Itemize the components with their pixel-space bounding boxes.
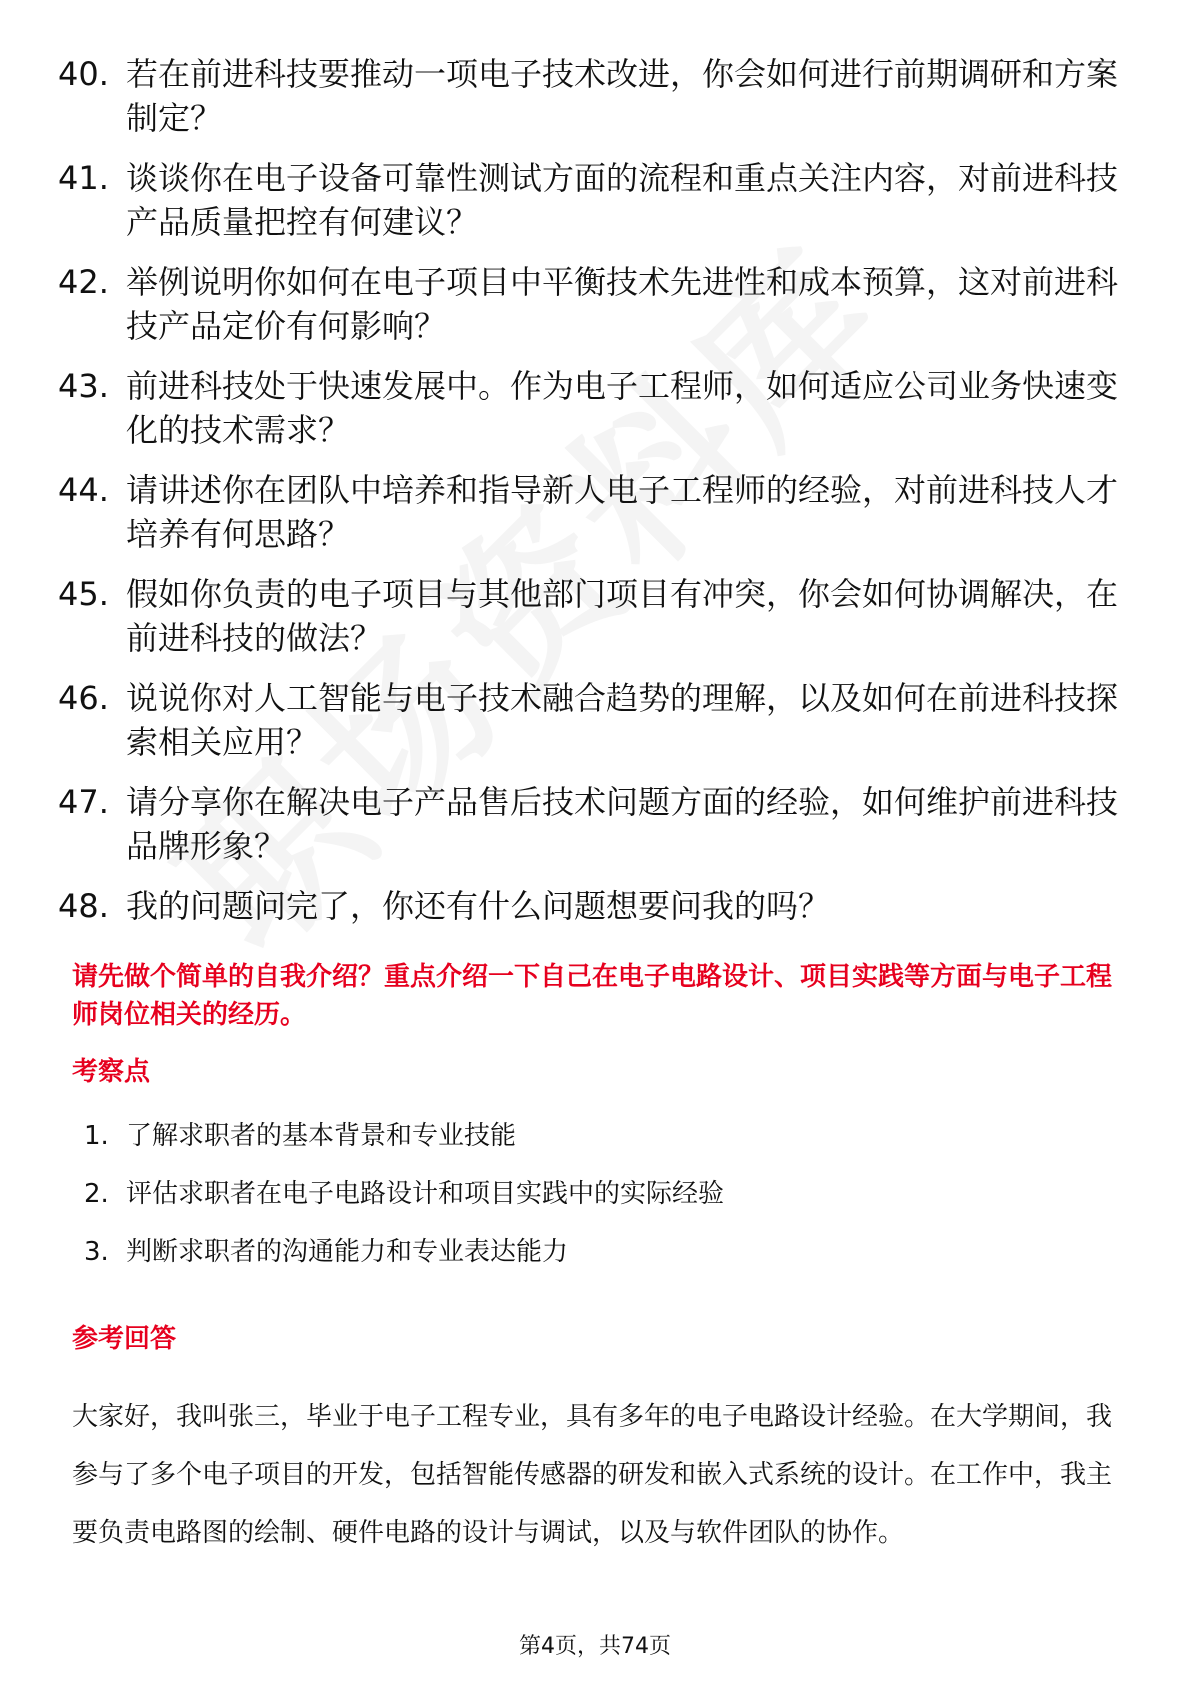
point-number: 1. — [84, 1121, 109, 1151]
point-item — [84, 1118, 724, 1176]
question-number: 43. — [58, 367, 109, 405]
question-text: 假如你负责的电子项目与其他部门项目有冲突，你会如何协调解决，在前进科技的做法？ — [126, 575, 1119, 657]
question-item — [58, 468, 1118, 556]
point-number: 3. — [84, 1237, 109, 1267]
featured-question: 请先做个简单的自我介绍？重点介绍一下自己在电子电路设计、项目实践等方面与电子工程师岗位相关的经历。 — [72, 962, 1113, 1030]
question-text: 请分享你在解决电子产品售后技术问题方面的经验，如何维护前进科技品牌形象？ — [126, 783, 1119, 865]
question-item — [58, 156, 1118, 244]
question-text: 谈谈你在电子设备可靠性测试方面的流程和重点关注内容，对前进科技产品质量把控有何建议？ — [126, 159, 1119, 241]
point-number: 2. — [84, 1179, 109, 1209]
question-text: 若在前进科技要推动一项电子技术改进，你会如何进行前期调研和方案制定？ — [126, 55, 1119, 137]
question-text: 举例说明你如何在电子项目中平衡技术先进性和成本预算，这对前进科技产品定价有何影响？ — [126, 263, 1119, 345]
question-text: 说说你对人工智能与电子技术融合趋势的理解，以及如何在前进科技探索相关应用？ — [126, 679, 1119, 761]
question-number: 41. — [58, 159, 109, 197]
point-text: 了解求职者的基本背景和专业技能 — [126, 1121, 517, 1151]
question-list — [58, 52, 1118, 944]
question-number: 42. — [58, 263, 109, 301]
question-item — [58, 884, 1118, 928]
question-text: 请讲述你在团队中培养和指导新人电子工程师的经验，对前进科技人才培养有何思路？ — [126, 471, 1119, 553]
question-number: 40. — [58, 55, 109, 93]
answer-paragraph: 大家好，我叫张三，毕业于电子工程专业，具有多年的电子电路设计经验。在大学期间，我参与了多个电子项目的开发，包括智能传感器的研发和嵌入式系统的设计。在工作中，我主要负责电路图的绘制、硬件电路的设计与调试，以及与软件团队的协作。 — [72, 1402, 1113, 1548]
point-text: 判断求职者的沟通能力和专业表达能力 — [126, 1237, 569, 1267]
points-heading: 考察点 — [72, 1057, 151, 1087]
question-text: 前进科技处于快速发展中。作为电子工程师，如何适应公司业务快速变化的技术需求？ — [126, 367, 1119, 449]
question-number: 46. — [58, 679, 109, 717]
question-number: 47. — [58, 783, 109, 821]
answer-heading: 参考回答 — [72, 1324, 177, 1354]
question-number: 48. — [58, 887, 109, 925]
question-text: 我的问题问完了，你还有什么问题想要问我的吗？ — [126, 887, 831, 925]
point-item — [84, 1176, 724, 1234]
question-item — [58, 676, 1118, 764]
point-text: 评估求职者在电子电路设计和项目实践中的实际经验 — [126, 1179, 725, 1209]
question-number: 45. — [58, 575, 109, 613]
question-item — [58, 260, 1118, 348]
points-list — [84, 1118, 724, 1292]
page-number: 第4页，共74页 — [519, 1634, 671, 1659]
question-item — [58, 364, 1118, 452]
question-item — [58, 572, 1118, 660]
point-item — [84, 1234, 724, 1292]
question-number: 44. — [58, 471, 109, 509]
question-item — [58, 780, 1118, 868]
question-item — [58, 52, 1118, 140]
